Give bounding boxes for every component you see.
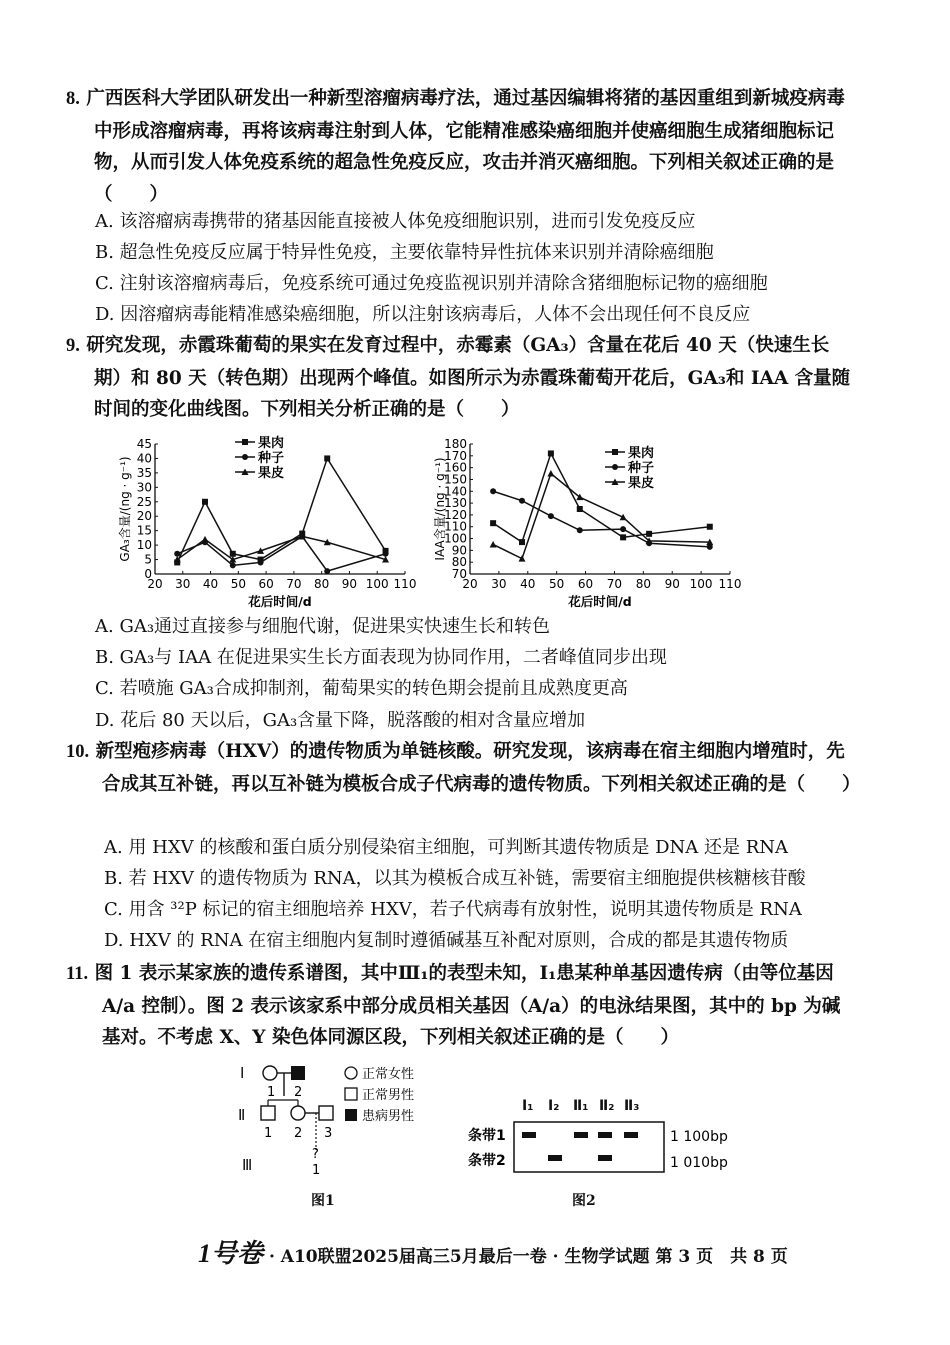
y-tick-label: 0 [144,567,152,581]
question-number: 11. [66,964,89,984]
option-d: D. 花后 80 天以后，GA₃含量下降，脱落酸的相对含量应增加 [95,710,586,731]
x-tick-label: 30 [175,577,191,591]
data-point [258,559,264,565]
question-9 [66,330,856,426]
y-tick-label: 10 [136,538,152,553]
y-axis-label: GA₃含量/(ng · g⁻¹) [118,456,132,562]
legend-marker [242,439,248,445]
band-ii2-1010 [598,1155,612,1161]
gel-electrophoresis-figure [462,1092,762,1187]
iii1-unknown-mark: ? [312,1147,319,1162]
ii3-male-symbol [319,1106,333,1120]
data-point [519,539,525,545]
ii2-female-symbol [291,1106,305,1120]
x-tick-label: 70 [606,577,623,591]
band-i2-1010 [548,1155,562,1161]
i1-label: 1 [267,1085,276,1100]
series-line-果皮 [493,474,710,559]
y-tick-label: 90 [451,543,467,558]
option-a: A. 用 HXV 的核酸和蛋白质分别侵染宿主细胞，可判断其遗传物质是 DNA 还是 RNA [104,837,789,858]
i2-affected-male-symbol [291,1066,305,1080]
legend-affected-male: 患病男性 [362,1109,415,1124]
x-tick-label: 80 [635,577,651,591]
legend-label: 果皮 [258,466,285,481]
data-point [490,520,496,526]
ii3-label: 3 [324,1126,333,1141]
x-tick-label: 20 [462,577,478,591]
band-ii2-1100 [598,1132,612,1138]
x-tick-label: 20 [147,577,163,591]
y-tick-label: 25 [136,494,152,509]
page-footer [198,1233,788,1270]
data-point [548,513,554,519]
data-point [490,541,497,548]
size-label-1100: 1 100bp [670,1129,728,1145]
y-tick-label: 170 [444,448,467,463]
x-tick-label: 50 [230,577,246,591]
y-tick-label: 100 [444,531,467,546]
x-tick-label: 40 [202,577,219,591]
data-point [230,562,236,568]
lane-label-i2: I₂ [548,1098,560,1114]
data-point [202,536,209,543]
y-tick-label: 70 [451,567,467,581]
option-b: B. 若 HXV 的遗传物质为 RNA，以其为模板合成互补链，需要宿主细胞提供核糖核苷酸 [104,868,806,889]
data-point [620,534,626,540]
data-point [174,551,180,557]
legend-marker [242,454,248,460]
legend-normal-female: 正常女性 [362,1067,415,1082]
exam-logo: 1号卷 [198,1239,264,1268]
y-tick-label: 15 [136,523,152,538]
question-stem: 新型疱疹病毒（HXV）的遗传物质为单链核酸。研究发现，该病毒在宿主细胞内增殖时，先合成其互补链，再以互补链为模板合成子代病毒的遗传物质。下列相关叙述正确的是（ ） [95,741,861,795]
x-tick-label: 30 [491,577,507,591]
gel-frame [514,1122,664,1172]
x-tick-label: 80 [314,577,330,591]
data-point [202,499,208,505]
band-i1-1100 [522,1132,536,1138]
gen-label-1: Ⅰ [240,1064,245,1082]
legend-label: 种子 [628,461,655,476]
data-point [324,455,330,461]
pedigree-figure [230,1058,450,1183]
ga3-line-chart [105,432,425,617]
data-point [548,450,554,456]
iaa-line-chart [420,432,750,617]
ii1-label: 1 [264,1126,273,1141]
option-a: A. 该溶瘤病毒携带的猪基因能直接被人体免疫细胞识别，进而引发免疫反应 [95,211,696,232]
option-d: D. 因溶瘤病毒能精准感染癌细胞，所以注射该病毒后，人体不会出现任何不良反应 [95,304,751,325]
data-point [547,470,554,477]
x-tick-label: 50 [549,577,565,591]
band-ii1-1100 [574,1132,588,1138]
data-point [620,514,627,521]
series-line-果皮 [177,536,385,559]
legend-female-icon [345,1067,357,1079]
question-8 [66,83,856,210]
option-c: C. 若喷施 GA₃合成抑制剂，葡萄果实的转色期会提前且成熟度更高 [95,678,628,699]
size-label-1010: 1 010bp [670,1155,728,1171]
question-10 [66,736,861,800]
legend-label: 果皮 [628,476,655,491]
option-d: D. HXV 的 RNA 在宿主细胞内复制时遵循碱基互补配对原则，合成的都是其遗传物质 [104,930,789,951]
y-tick-label: 130 [444,496,467,511]
x-tick-label: 110 [393,577,417,591]
question-number: 10. [66,742,90,762]
legend-affected-male-icon [345,1109,357,1121]
data-point [383,551,389,557]
band2-label: 条带2 [468,1153,506,1169]
question-number: 9. [66,336,80,356]
option-b: B. 超急性免疫反应属于特异性免疫，主要依靠特异性抗体来识别并清除癌细胞 [95,242,714,263]
legend-label: 果肉 [258,436,285,451]
x-tick-label: 90 [341,577,358,591]
y-tick-label: 20 [136,509,152,524]
figure1-caption: 图1 [311,1193,335,1209]
data-point [519,498,525,504]
x-tick-label: 60 [258,577,274,591]
x-tick-label: 90 [664,577,680,591]
data-point [490,488,496,494]
data-point [519,555,526,562]
question-stem: 研究发现，赤霞珠葡萄的果实在发育过程中，赤霉素（GA₃）含量在花后 40 天（快速生长期）和 80 天（转色期）出现两个峰值。如图所示为赤霞珠葡萄开花后，GA₃和 IAA 含量随时间的变化曲线图。下列相关分析正确的是（ ） [86,335,851,420]
question-stem: 广西医科大学团队研发出一种新型溶瘤病毒疗法，通过基因编辑将猪的基因重组到新城疫病毒中形成溶瘤病毒，再将该病毒注射到人体，它能精准感染癌细胞并使癌细胞生成猪细胞标记物，从而引发人体免疫系统的超急性免疫反应，攻击并消灭癌细胞。下列相关叙述正确的是（ ） [86,88,845,205]
option-a: A. GA₃通过直接参与细胞代谢，促进果实快速生长和转色 [95,616,551,637]
i2-label: 2 [294,1085,303,1100]
figure2-caption: 图2 [572,1193,596,1209]
ii1-male-symbol [261,1106,275,1120]
band1-label: 条带1 [468,1128,506,1144]
y-tick-label: 110 [444,519,467,534]
x-axis-label: 花后时间/d [568,594,632,609]
data-point [230,551,236,557]
legend-marker [612,464,618,470]
lane-label-i1: I₁ [522,1098,534,1114]
question-11 [66,958,856,1054]
y-tick-label: 140 [444,484,467,499]
legend-normal-male: 正常男性 [362,1088,415,1103]
y-tick-label: 40 [136,451,152,466]
y-tick-label: 160 [444,460,467,475]
x-tick-label: 110 [718,577,742,591]
y-tick-label: 45 [136,437,152,451]
question-number: 8. [66,89,80,109]
footer-text: · A10联盟2025届高三5月最后一卷 · 生物学试题 第 3 页 共 8 页 [268,1247,788,1267]
y-tick-label: 80 [451,555,467,570]
x-tick-label: 100 [689,577,713,591]
iii1-label: 1 [312,1163,321,1178]
gen-label-3: Ⅲ [242,1156,253,1174]
gen-label-2: Ⅱ [238,1106,246,1124]
x-tick-label: 100 [365,577,389,591]
y-tick-label: 120 [444,507,467,522]
band-ii3-1100 [624,1132,638,1138]
lane-label-ii1: Ⅱ₁ [573,1098,589,1114]
lane-label-ii3: Ⅱ₃ [624,1098,640,1114]
data-point [707,524,713,530]
option-c: C. 用含 ³²P 标记的宿主细胞培养 HXV，若子代病毒有放射性，说明其遗传物质是 RNA [104,899,802,920]
option-b: B. GA₃与 IAA 在促进果实生长方面表现为协同作用，二者峰值同步出现 [95,647,667,668]
x-tick-label: 60 [577,577,594,591]
ii2-label: 2 [294,1126,303,1141]
y-axis-label: IAA含量/(ng · g⁻¹) [433,457,447,561]
x-tick-label: 70 [286,577,302,591]
data-point [620,526,626,532]
y-tick-label: 150 [444,472,467,487]
series-line-种子 [493,491,710,547]
series-line-果肉 [493,453,710,542]
data-point [324,568,330,574]
x-axis-label: 花后时间/d [248,594,312,609]
option-c: C. 注射该溶瘤病毒后，免疫系统可通过免疫监视识别并清除含猪细胞标记物的癌细胞 [95,273,768,294]
x-tick-label: 40 [520,577,536,591]
i1-female-symbol [263,1066,277,1080]
data-point [577,506,583,512]
legend-label: 种子 [258,451,285,466]
lane-label-ii2: Ⅱ₂ [599,1098,615,1114]
question-stem: 图 1 表示某家族的遗传系谱图，其中Ⅲ₁的表型未知，I₁患某种单基因遗传病（由等位基因 A/a 控制）。图 2 表示该家系中部分成员相关基因（A/a）的电泳结果图，其中的 bp 为碱基对。不考虑 X、Y 染色体同源区段，下列相关叙述正确的是（ ） [94,963,841,1048]
legend-marker [612,449,618,455]
y-tick-label: 5 [144,552,152,567]
y-tick-label: 35 [136,465,152,480]
y-tick-label: 30 [136,480,152,495]
data-point [577,527,583,533]
y-tick-label: 180 [444,437,467,451]
legend-male-icon [345,1088,357,1100]
legend-label: 果肉 [628,446,655,461]
data-point [646,531,652,537]
